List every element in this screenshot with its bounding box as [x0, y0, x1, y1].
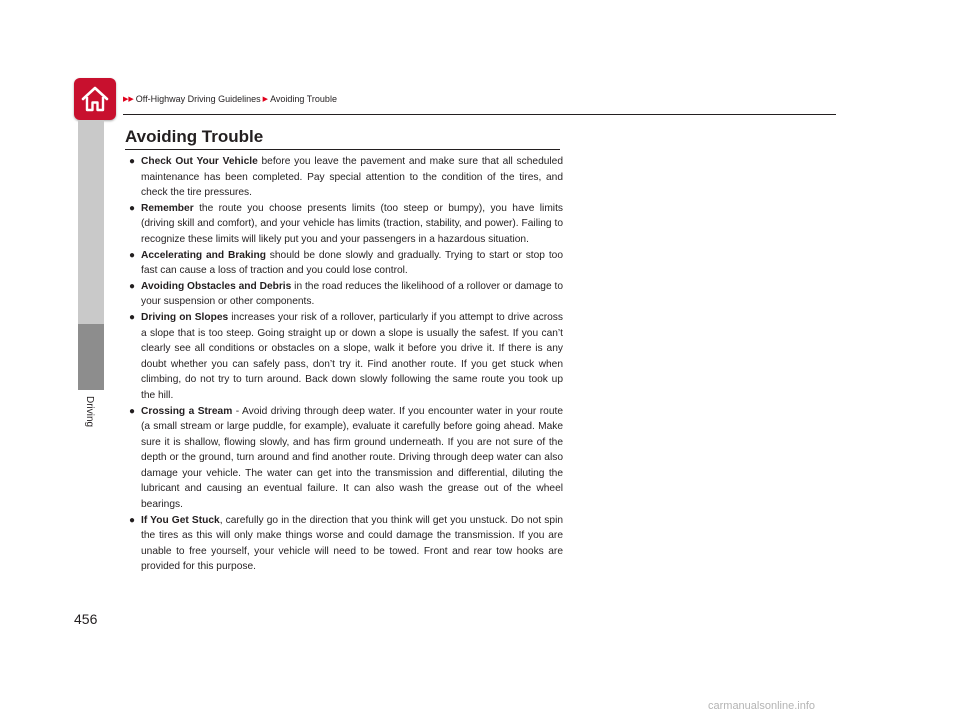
item-text: in the road reduces the likelihood of a rollover or damage to your suspension or other components.	[141, 280, 563, 308]
item-text: - Avoid driving through deep water. If you encounter water in your route (a small stream or large puddle, for example), evaluate it carefully before going ahead. Make sure it is shallow, flowing slowly, and has firm ground underneath. If you are not sure of the depth or the ground, turn around and find another route. Driving through deep water can also damage your vehicle. The water can get into the transmission and differential, diluting the lubricant and causing an eventual failure. It can also wash the grease out of the wheel bearings.	[141, 405, 563, 511]
bullet-icon: ●	[129, 311, 136, 323]
side-tab	[78, 120, 104, 324]
item-lead: If You Get Stuck	[141, 514, 220, 526]
item-lead: Avoiding Obstacles and Debris	[141, 280, 292, 292]
list-item	[129, 310, 563, 404]
item-lead: Crossing a Stream	[141, 405, 233, 417]
item-lead: Driving on Slopes	[141, 311, 229, 323]
bullet-icon: ●	[129, 202, 136, 214]
list-item	[129, 248, 563, 279]
list-item	[129, 513, 563, 575]
list-item	[129, 201, 563, 248]
guideline-list	[129, 154, 563, 575]
breadcrumb-arrow-icon: ▶	[262, 96, 269, 103]
bullet-icon: ●	[129, 249, 136, 261]
list-item	[129, 154, 563, 201]
bullet-icon: ●	[129, 156, 136, 167]
page-number: 456	[74, 611, 98, 627]
breadcrumb-item-avoiding-trouble[interactable]: Avoiding Trouble	[270, 94, 337, 104]
item-text: , carefully go in the direction that you think will get you unstuck. Do not spin the tires as this will only make things worse and could damage the transmission. If you are unable to free yourself, your vehicle will need to be towed. Front and rear tow hooks are provided for this purpose.	[141, 514, 563, 573]
title-divider	[125, 149, 560, 150]
list-item	[129, 404, 563, 513]
item-lead: Check Out Your Vehicle	[141, 156, 258, 167]
item-text: before you leave the pavement and make sure that all scheduled maintenance has been completed. Pay special attention to the condition of the tires, and check the tire pressures.	[141, 156, 563, 199]
bullet-icon: ●	[129, 405, 136, 417]
home-button[interactable]	[74, 78, 116, 120]
bullet-icon: ●	[129, 280, 136, 292]
list-item	[129, 279, 563, 310]
page-title: Avoiding Trouble	[125, 127, 264, 146]
item-lead: Remember	[141, 202, 194, 214]
breadcrumb-arrow-icon: ▶▶	[123, 96, 134, 103]
bullet-icon: ●	[129, 514, 136, 526]
side-tab-active[interactable]	[78, 324, 104, 390]
item-text: should be done slowly and gradually. Trying to start or stop too fast can cause a loss of traction and you could lose control.	[141, 249, 563, 277]
breadcrumb	[123, 94, 337, 104]
breadcrumb-item-off-highway[interactable]: Off-Highway Driving Guidelines	[135, 94, 261, 104]
header-divider	[123, 114, 836, 115]
side-tab-label: Driving	[84, 396, 95, 428]
watermark: carmanualsonline.info	[708, 700, 816, 712]
item-lead: Accelerating and Braking	[141, 249, 266, 261]
home-icon	[80, 85, 110, 113]
item-text: increases your risk of a rollover, particularly if you attempt to drive across a slope that is too steep. Going straight up or down a slope is usually the safest. If you can’t clearly see all conditions or obstacles on a slope, walk it before you drive it. If there is any doubt whether you can safely pass, don’t try it. Find another route. If you get stuck when climbing, do not try to turn around. Back down slowly following the same route you took up the hill.	[141, 311, 563, 401]
item-text: the route you choose presents limits (too steep or bumpy), you have limits (driving skill and comfort), and your vehicle has limits (traction, stability, and power). Failing to recognize these limits will likely put you and your passengers in a hazardous situation.	[141, 202, 563, 245]
